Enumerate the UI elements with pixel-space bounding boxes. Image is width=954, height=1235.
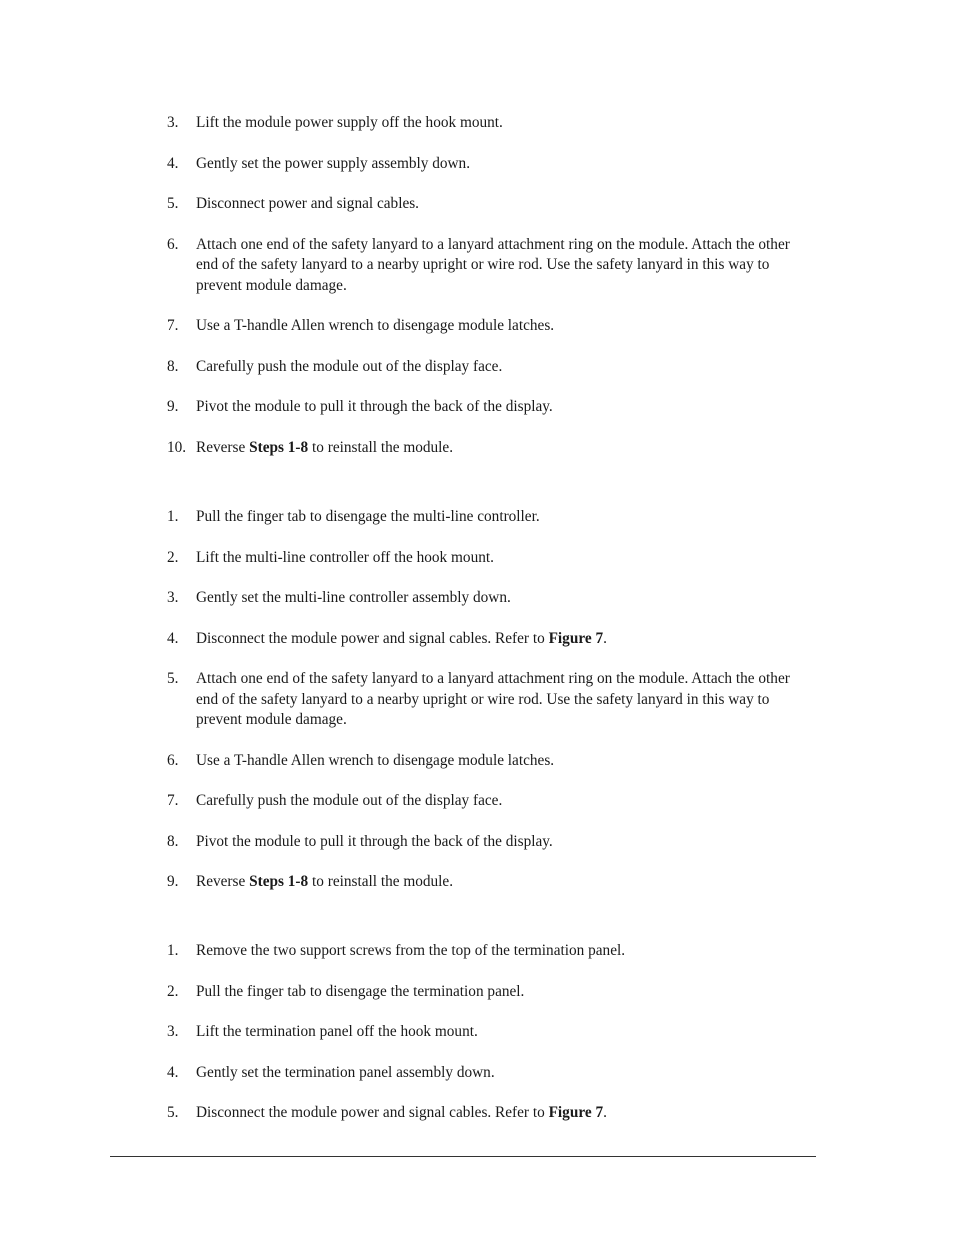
- step-text: Use a T-handle Allen wrench to disengage module latches.: [196, 751, 555, 769]
- list-item: [167, 588, 812, 609]
- step-text: [196, 438, 812, 459]
- step-text: [196, 1103, 812, 1124]
- figure-reference-bold: Figure 7: [548, 629, 604, 647]
- step-text: Gently set the termination panel assembly down.: [196, 1063, 495, 1081]
- list-item: [167, 357, 812, 378]
- step-text: Lift the module power supply off the hook mount.: [196, 114, 503, 131]
- step-number: 4.: [167, 154, 179, 172]
- step-text: Use a T-handle Allen wrench to disengage module latches.: [196, 317, 555, 334]
- step-number: 4.: [167, 629, 179, 647]
- step-text-pre: Reverse: [196, 873, 250, 890]
- list-item: [167, 113, 812, 134]
- list-item: [167, 982, 812, 1003]
- step-number: 7.: [167, 317, 179, 334]
- step-text-post: .: [603, 1104, 607, 1121]
- step-text-post: .: [603, 629, 607, 647]
- list-item: [167, 507, 812, 528]
- step-number: 4.: [167, 1063, 179, 1081]
- step-number: 8.: [167, 832, 179, 850]
- step-reference-bold: Steps 1-8: [249, 438, 309, 456]
- step-text: Carefully push the module out of the display face.: [196, 357, 503, 375]
- list-item: [167, 941, 812, 962]
- step-number: 5.: [167, 195, 179, 212]
- step-text: Attach one end of the safety lanyard to a lanyard attachment ring on the module. Attach the other end of the safety lanyard to a nearby upright or wire rod. Use the safety lanyard in this way to prevent module damage.: [196, 670, 790, 728]
- step-number: 1.: [167, 942, 179, 959]
- step-number: 9.: [167, 398, 179, 415]
- step-text-pre: Disconnect the module power and signal cables. Refer to: [196, 629, 549, 647]
- step-number: 7.: [167, 792, 179, 809]
- step-text: [196, 629, 812, 650]
- step-number: 3.: [167, 114, 179, 131]
- list-item: [167, 1022, 812, 1043]
- figure-reference-bold: Figure 7: [548, 1104, 604, 1121]
- step-text: Pivot the module to pull it through the back of the display.: [196, 832, 553, 850]
- step-number: 2.: [167, 548, 179, 566]
- step-text-post: to reinstall the module.: [308, 873, 454, 890]
- list-item: [167, 791, 812, 812]
- step-text: Disconnect power and signal cables.: [196, 195, 420, 212]
- step-text: [196, 872, 812, 893]
- step-text: Gently set the multi-line controller assembly down.: [196, 589, 511, 606]
- list-item: [167, 235, 812, 297]
- step-text: Lift the multi-line controller off the hook mount.: [196, 548, 494, 566]
- step-number: 2.: [167, 982, 179, 1000]
- step-number: 9.: [167, 873, 179, 890]
- step-text: Pull the finger tab to disengage the multi-line controller.: [196, 508, 540, 525]
- step-text: Attach one end of the safety lanyard to a lanyard attachment ring on the module. Attach the other end of the safety lanyard to a nearby upright or wire rod. Use the safety lanyard in this way to prevent module damage.: [196, 235, 790, 294]
- procedure-list-termination-panel: [167, 941, 812, 1144]
- step-number: 3.: [167, 1023, 179, 1040]
- list-item: [167, 548, 812, 569]
- step-text: Remove the two support screws from the top of the termination panel.: [196, 942, 626, 959]
- list-item: [167, 316, 812, 337]
- step-number: 5.: [167, 1104, 179, 1121]
- step-text: Pull the finger tab to disengage the termination panel.: [196, 982, 525, 1000]
- step-text-pre: Disconnect the module power and signal cables. Refer to: [196, 1104, 549, 1121]
- step-reference-bold: Steps 1-8: [249, 873, 309, 890]
- step-text: Pivot the module to pull it through the back of the display.: [196, 398, 553, 415]
- list-item: [167, 751, 812, 772]
- procedure-list-power-supply: [167, 113, 812, 478]
- step-number: 6.: [167, 751, 179, 769]
- list-item: [167, 438, 812, 459]
- step-number: 10.: [167, 438, 187, 456]
- procedure-list-multi-line-controller: [167, 507, 812, 913]
- step-number: 5.: [167, 670, 179, 687]
- step-number: 1.: [167, 508, 179, 525]
- list-item: [167, 669, 812, 731]
- list-item: [167, 832, 812, 853]
- list-item: [167, 1103, 812, 1124]
- step-number: 3.: [167, 589, 179, 606]
- step-number: 8.: [167, 357, 179, 375]
- list-item: [167, 1063, 812, 1084]
- step-text: Carefully push the module out of the display face.: [196, 792, 503, 809]
- list-item: [167, 872, 812, 893]
- list-item: [167, 154, 812, 175]
- list-item: [167, 629, 812, 650]
- list-item: [167, 194, 812, 215]
- step-text: Lift the termination panel off the hook mount.: [196, 1023, 478, 1040]
- list-item: [167, 397, 812, 418]
- step-number: 6.: [167, 235, 179, 253]
- step-text-post: to reinstall the module.: [308, 438, 454, 456]
- footer-divider: [110, 1156, 816, 1157]
- step-text: Gently set the power supply assembly down.: [196, 154, 471, 172]
- step-text-pre: Reverse: [196, 438, 250, 456]
